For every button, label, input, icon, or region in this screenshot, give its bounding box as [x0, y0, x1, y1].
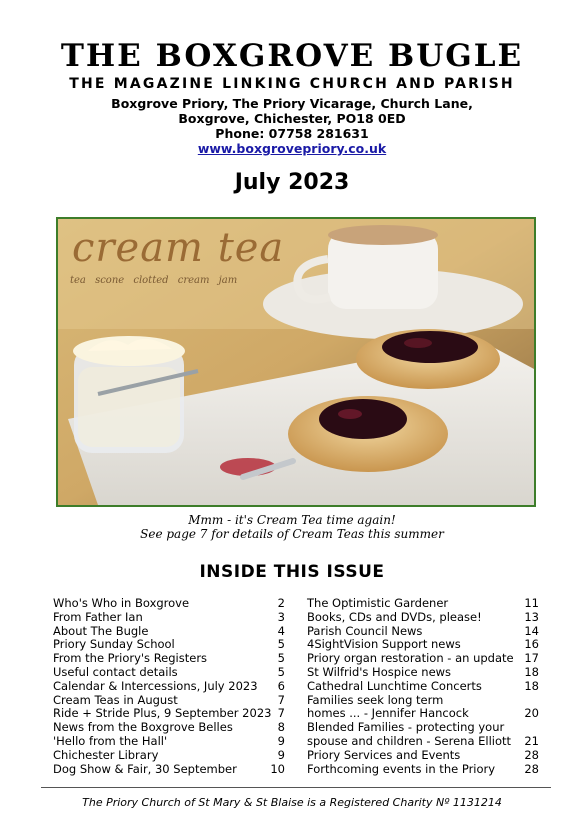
- contents-entry[interactable]: [307, 735, 539, 749]
- footer-divider: [41, 787, 551, 788]
- entry-page: 4: [277, 623, 285, 638]
- entry-page: 13: [524, 609, 539, 624]
- photo-caption-line-2: See page 7 for details of Cream Teas this summer: [140, 527, 444, 541]
- contents-entry[interactable]: [53, 666, 285, 680]
- address-line-2: Boxgrove, Chichester, PO18 0ED: [178, 111, 406, 126]
- entry-title: Priory Services and Events: [307, 747, 461, 762]
- contents-heading: INSIDE THIS ISSUE: [199, 562, 385, 582]
- entry-title: Ride + Stride Plus, 9 September 2023: [53, 706, 272, 721]
- entry-title: Useful contact details: [53, 664, 178, 679]
- entry-page: 14: [524, 623, 539, 638]
- entry-title: Families seek long term: [307, 692, 444, 707]
- entry-title: Parish Council News: [307, 623, 423, 638]
- issue-date: July 2023: [234, 170, 350, 195]
- contents-entry[interactable]: [307, 763, 539, 777]
- entry-title: Dog Show & Fair, 30 September: [53, 761, 237, 776]
- magazine-subtitle: THE MAGAZINE LINKING CHURCH AND PARISH: [69, 76, 515, 92]
- entry-title: 'Hello from the Hall': [53, 733, 168, 748]
- magazine-title: THE BOXGROVE BUGLE: [60, 38, 524, 74]
- entry-page: 28: [524, 747, 539, 762]
- entry-page: 6: [277, 678, 285, 693]
- entry-title: Blended Families - protecting your: [307, 720, 505, 735]
- contents-entry[interactable]: [307, 638, 539, 652]
- contents-entry[interactable]: [307, 652, 539, 666]
- photo-title: cream tea: [72, 225, 285, 271]
- contents-left-column: [53, 597, 285, 776]
- contents-entry[interactable]: [53, 721, 285, 735]
- contents-entry[interactable]: [307, 666, 539, 680]
- entry-title: From Father Ian: [53, 609, 143, 624]
- entry-title: Forthcoming events in the Priory: [307, 761, 496, 776]
- contents-entry[interactable]: [53, 597, 285, 611]
- entry-title: News from the Boxgrove Belles: [53, 720, 233, 735]
- contents-entry[interactable]: [307, 611, 539, 625]
- entry-page: 3: [277, 609, 285, 624]
- contents-entry[interactable]: [307, 625, 539, 639]
- entry-page: 11: [524, 596, 539, 610]
- entry-page: 7: [277, 692, 285, 707]
- contents-entry[interactable]: [53, 735, 285, 749]
- contents-entry[interactable]: [53, 611, 285, 625]
- cover-photo: [56, 217, 536, 507]
- entry-title: Cathedral Lunchtime Concerts: [307, 678, 482, 693]
- contents-entry[interactable]: [53, 707, 285, 721]
- entry-title: From the Priory's Registers: [53, 651, 208, 666]
- entry-page: 8: [277, 720, 285, 735]
- entry-title: Books, CDs and DVDs, please!: [307, 609, 482, 624]
- entry-title: Who's Who in Boxgrove: [53, 596, 190, 610]
- entry-title: St Wilfrid's Hospice news: [307, 664, 452, 679]
- contents-right-column: [307, 597, 539, 776]
- entry-page: 7: [277, 706, 285, 721]
- entry-title: Priory organ restoration - an update: [307, 651, 514, 666]
- contents-entry[interactable]: [53, 652, 285, 666]
- entry-title: spouse and children - Serena Elliott: [307, 733, 512, 748]
- contents-entry[interactable]: [307, 694, 539, 708]
- contents-entry[interactable]: [307, 707, 539, 721]
- contents-entry[interactable]: [53, 749, 285, 763]
- contents-entry[interactable]: [53, 694, 285, 708]
- entry-page: 17: [524, 651, 539, 666]
- contents-entry[interactable]: [53, 625, 285, 639]
- entry-title: The Optimistic Gardener: [307, 596, 449, 610]
- entry-title: About The Bugle: [53, 623, 149, 638]
- contents-entry[interactable]: [53, 763, 285, 777]
- entry-title: 4SightVision Support news: [307, 637, 461, 652]
- entry-page: 16: [524, 637, 539, 652]
- address-line-1: Boxgrove Priory, The Priory Vicarage, Church Lane,: [111, 96, 473, 111]
- entry-page: 5: [277, 651, 285, 666]
- website-link[interactable]: www.boxgrovepriory.co.uk: [197, 141, 387, 156]
- charity-footer: The Priory Church of St Mary & St Blaise is a Registered Charity Nº 1131214: [82, 796, 502, 809]
- entry-page: 2: [277, 596, 285, 610]
- contents-entry[interactable]: [53, 638, 285, 652]
- entry-page: 9: [277, 733, 285, 748]
- entry-title: homes ... - Jennifer Hancock: [307, 706, 469, 721]
- contents-entry[interactable]: [307, 721, 539, 735]
- entry-page: 20: [524, 706, 539, 721]
- phone-number: Phone: 07758 281631: [215, 126, 369, 141]
- photo-subtitle: tea scone clotted cream jam: [70, 275, 238, 286]
- contents-entry[interactable]: [53, 680, 285, 694]
- entry-page: 28: [524, 761, 539, 776]
- contents-entry[interactable]: [307, 749, 539, 763]
- entry-page: 9: [277, 747, 285, 762]
- entry-page: 21: [524, 733, 539, 748]
- entry-title: Cream Teas in August: [53, 692, 178, 707]
- entry-page: 5: [277, 637, 285, 652]
- entry-page: 5: [277, 664, 285, 679]
- entry-title: Chichester Library: [53, 747, 159, 762]
- entry-page: 10: [270, 761, 285, 776]
- entry-title: Calendar & Intercessions, July 2023: [53, 678, 258, 693]
- entry-page: 18: [524, 664, 539, 679]
- entry-title: Priory Sunday School: [53, 637, 175, 652]
- contents-entry[interactable]: [307, 680, 539, 694]
- contents-entry[interactable]: [307, 597, 539, 611]
- photo-caption-line-1: Mmm - it's Cream Tea time again!: [188, 513, 396, 527]
- entry-page: 18: [524, 678, 539, 693]
